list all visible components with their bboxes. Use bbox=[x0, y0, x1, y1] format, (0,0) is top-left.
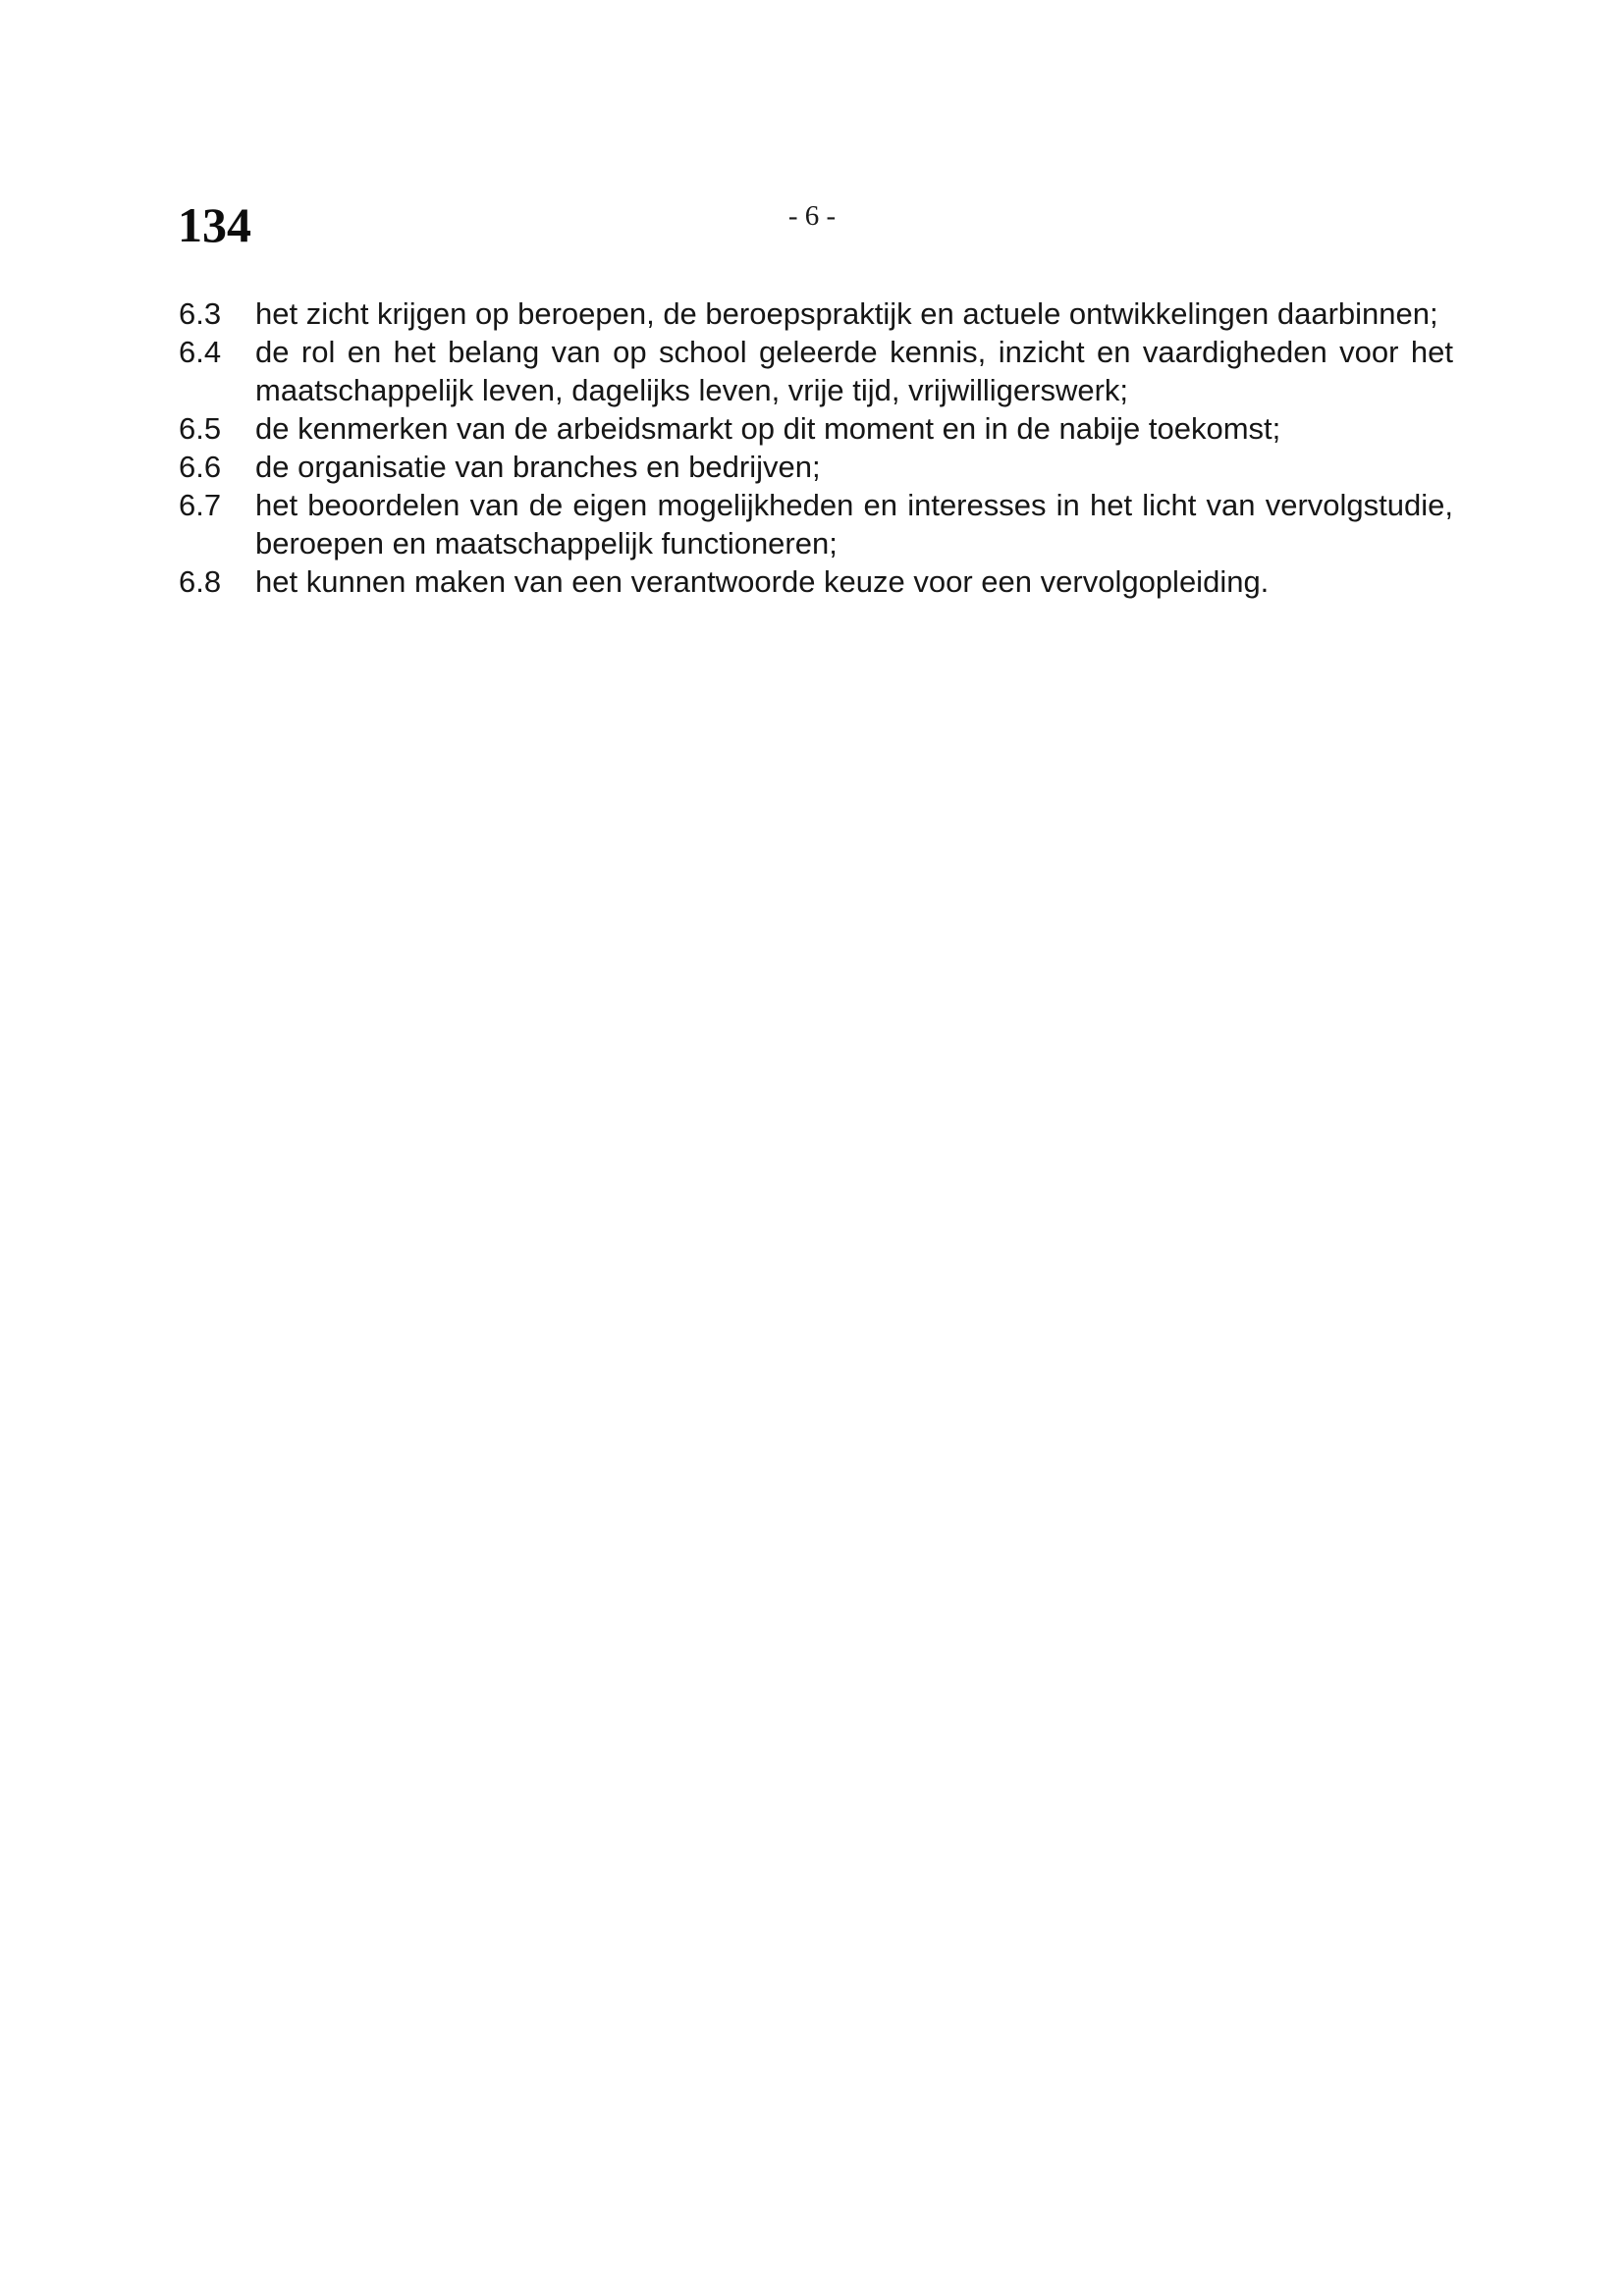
list-item-text: de rol en het belang van op school geleerde kennis, inzicht en vaardigheden voor het maatschappelijk leven, dagelijks leven, vrije tijd, vrijwilligerswerk; bbox=[255, 335, 1453, 407]
list-item-number: 6.4 bbox=[179, 335, 222, 369]
requirements-list bbox=[179, 294, 1453, 601]
list-item-text: de kenmerken van de arbeidsmarkt op dit moment en in de nabije toekomst; bbox=[255, 411, 1281, 446]
list-item-number: 6.8 bbox=[179, 564, 222, 599]
list-item-text: het beoordelen van de eigen mogelijkheden en interesses in het licht van vervolgstudie, beroepen en maatschappelijk functioneren; bbox=[255, 488, 1453, 561]
list-item-text: de organisatie van branches en bedrijven; bbox=[255, 450, 821, 484]
list-item bbox=[179, 333, 1453, 409]
list-item-text: het kunnen maken van een verantwoorde keuze voor een vervolgopleiding. bbox=[255, 564, 1270, 599]
document-corner-number: 134 bbox=[178, 197, 251, 252]
list-item bbox=[179, 486, 1453, 562]
list-item-text: het zicht krijgen op beroepen, de beroepspraktijk en actuele ontwikkelingen daarbinnen; bbox=[255, 296, 1438, 331]
list-item-number: 6.3 bbox=[179, 296, 222, 331]
list-item-number: 6.7 bbox=[179, 488, 222, 522]
list-item bbox=[179, 562, 1453, 601]
list-item bbox=[179, 448, 1453, 486]
list-item-number: 6.6 bbox=[179, 450, 222, 484]
list-item bbox=[179, 294, 1453, 333]
list-item-number: 6.5 bbox=[179, 411, 222, 446]
list-item bbox=[179, 409, 1453, 448]
page-number-indicator: - 6 - bbox=[787, 200, 837, 232]
